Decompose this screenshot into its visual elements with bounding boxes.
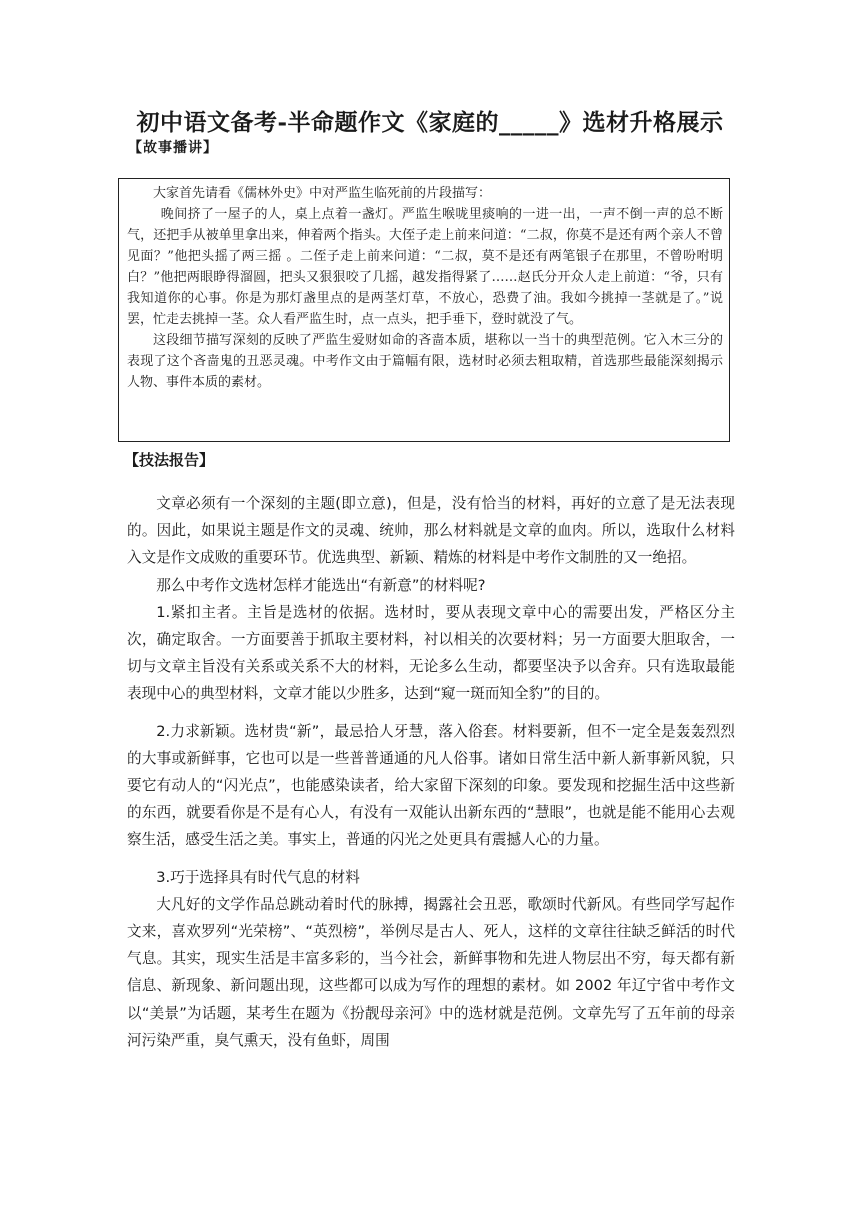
body-text bbox=[127, 490, 735, 1054]
body-paragraph: 大凡好的文学作品总跳动着时代的脉搏，揭露社会丑恶，歌颂时代新风。有些同学写起作文来，喜欢罗列“光荣榜”、“英烈榜”，举例尽是古人、死人，这样的文章往往缺乏鲜活的时代气息。其实，现实生活是丰富多彩的，当今社会，新鲜事物和先进人物层出不穷，每天都有新信息、新现象、新问题出现，这些都可以成为写作的理想的素材。如 2002 年辽宁省中考作文以“美景”为话题，某考生在题为《扮靓母亲河》中的选材就是范例。文章先写了五年前的母亲河污染严重，臭气熏天，没有鱼虾，周围 bbox=[127, 895, 735, 1049]
story-comment-paragraph: 这段细节描写深刻的反映了严监生爱财如命的吝啬本质，堪称以一当十的典型范例。它入木三分的表现了这个吝啬鬼的丑恶灵魂。中考作文由于篇幅有限，选材时必须去粗取精，首选那些最能深刻揭示人物、事件本质的素材。 bbox=[127, 333, 723, 390]
story-excerpt-paragraph: 晚间挤了一屋子的人，桌上点着一盏灯。严监生喉咙里痰响的一进一出，一声不倒一声的总不断气，还把手从被单里拿出来，伸着两个指头。大侄子走上前来问道：“二叔，你莫不是还有两个亲人不曾见面？”他把头摇了两三摇 。二侄子走上前来问道：“二叔，莫不是还有两笔银子在那里，不曾吩咐明白？”他把两眼睁得溜圆，把头又狠狠咬了几摇，越发指得紧了……赵氏分开众人走上前道：“爷，只有我知道你的心事。你是为那灯盏里点的是两茎灯草，不放心，恐费了油。我如今挑掉一茎就是了。”说罢，忙走去挑掉一茎。众人看严监生时，点一点头，把手垂下，登时就没了气。 bbox=[127, 207, 723, 327]
body-paragraph: 1.紧扣主者。主旨是选材的依据。选材时，要从表现文章中心的需要出发，严格区分主次，确定取舍。一方面要善于抓取主要材料，衬以相关的次要材料；另一方面要大胆取舍，一切与文章主旨没有关系或关系不大的材料，无论多么生动，都要坚决予以舍弃。只有选取最能表现中心的典型材料，文章才能以少胜多，达到“窥一斑而知全豹”的目的。 bbox=[127, 603, 735, 703]
body-paragraph: 2.力求新颖。选材贵“新”，最忌拾人牙慧，落入俗套。材料要新，但不一定全是轰轰烈烈的大事或新鲜事，它也可以是一些普普通通的凡人俗事。诸如日常生活中新人新事新风貌，只要它有动人的“闪光点”，也能感染读者，给大家留下深刻的印象。要发现和挖掘生活中这些新的东西，就要看你是不是有心人，有没有一双能认出新东西的“慧眼”，也就是能不能用心去观察生活，感受生活之美。事实上，普通的闪光之处更具有震撼人心的力量。 bbox=[127, 722, 735, 849]
document-title: 初中语文备考-半命题作文《家庭的_____》选材升格展示 bbox=[136, 109, 724, 136]
body-paragraph: 那么中考作文选材怎样才能选出“有新意”的材料呢? bbox=[156, 576, 486, 594]
section-label-story: 【故事播讲】 bbox=[128, 140, 218, 156]
body-subheading: 3.巧于选择具有时代气息的材料 bbox=[156, 868, 360, 886]
story-box bbox=[118, 178, 730, 442]
story-intro-paragraph: 大家首先请看《儒林外史》中对严监生临死前的片段描写： bbox=[153, 186, 492, 201]
section-label-technique: 【技法报告】 bbox=[124, 451, 215, 469]
body-paragraph: 文章必须有一个深刻的主题(即立意)，但是，没有恰当的材料，再好的立意了是无法表现的。因此，如果说主题是作文的灵魂、统帅，那么材料就是文章的血肉。所以，选取什么材料入文是作文成败的重要环节。优选典型、新颖、精炼的材料是中考作文制胜的又一绝招。 bbox=[127, 495, 735, 567]
